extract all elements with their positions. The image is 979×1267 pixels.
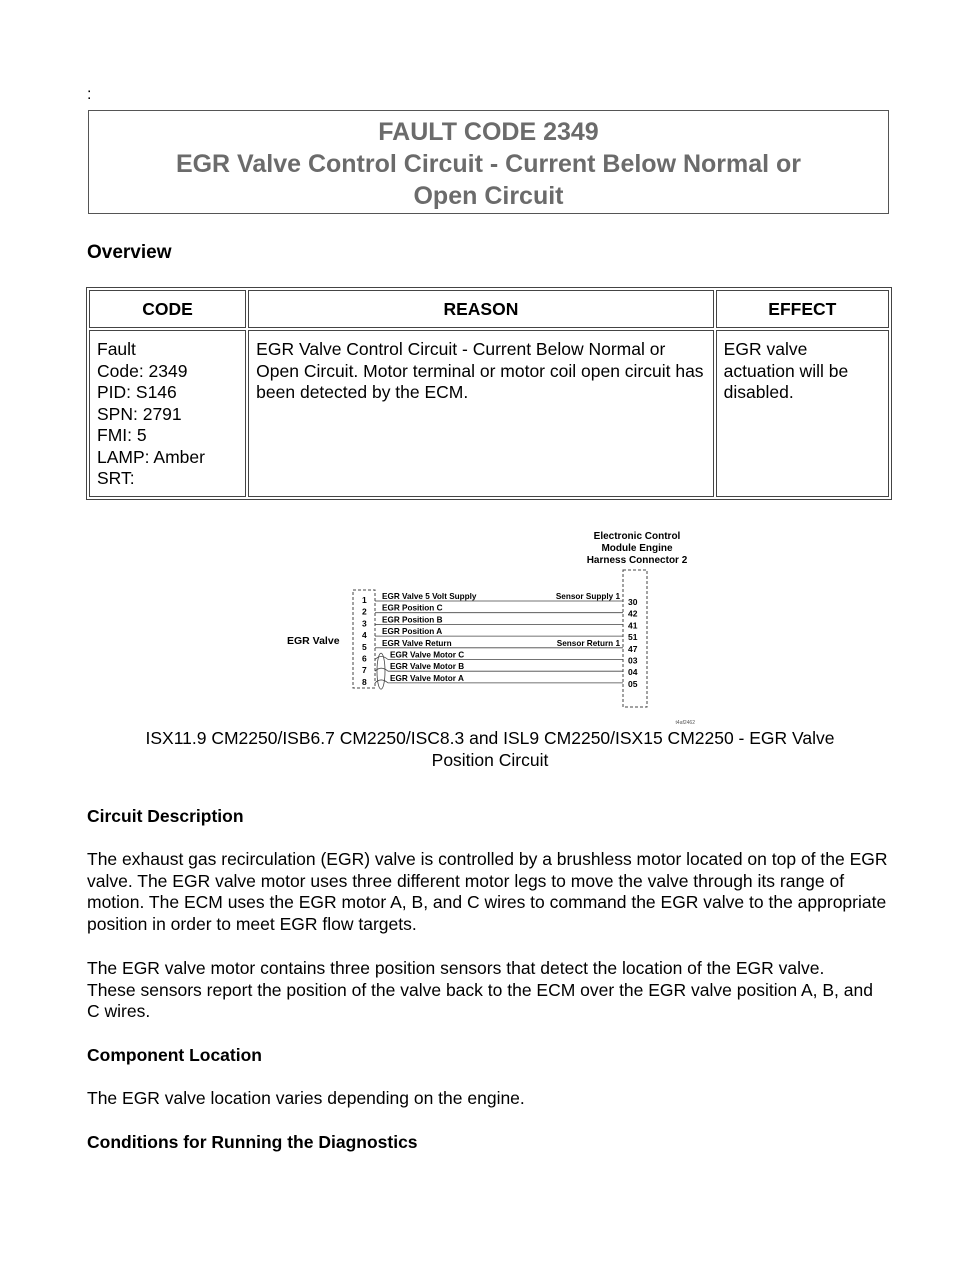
circuit-description-paragraph-2: The EGR valve motor contains three position sensors that detect the location of the EGR valve. These sensors report the position of the valve back to the ECM over the EGR valve position A, B, and C wires.: [87, 958, 873, 1021]
valve-pin-number: 7: [362, 665, 367, 676]
twisted-wire-segment: [375, 657, 388, 660]
component-location-text: The EGR valve location varies depending on the engine.: [87, 1088, 525, 1108]
wire-label: EGR Position B: [382, 615, 443, 625]
fault-description-line-2: Open Circuit: [413, 182, 564, 210]
ecm-label-line-2: Module Engine: [601, 543, 673, 554]
valve-pin-number: 8: [362, 676, 367, 687]
wire-label: EGR Valve Motor B: [390, 662, 465, 672]
wire-end-label: Sensor Supply 1: [555, 592, 620, 601]
wire-group: [362, 592, 638, 689]
figure-id: t4af2462: [675, 720, 695, 726]
valve-pin-number: 3: [362, 618, 367, 629]
valve-pin-number: 1: [362, 595, 367, 605]
fault-description-line-1: EGR Valve Control Circuit - Current Below Normal or: [175, 150, 802, 178]
ecm-pin-number: 41: [628, 620, 638, 631]
code-line: FMI: 5: [97, 425, 147, 445]
fault-overview-table: [86, 287, 892, 500]
code-line: LAMP: Amber: [97, 446, 205, 467]
ecm-pin-number: 04: [628, 667, 638, 678]
reason-cell: EGR Valve Control Circuit - Current Below Normal or Open Circuit. Motor terminal or motor coil open circuit has been detected by the ECM.: [248, 330, 714, 497]
valve-pin-number: 6: [362, 653, 367, 664]
overview-heading: Overview: [87, 242, 172, 263]
column-header-reason: REASON: [248, 290, 714, 328]
wire-label: EGR Valve Motor A: [390, 673, 464, 683]
ecm-label-line-3: Harness Connector 2: [586, 555, 688, 566]
table-row: [89, 330, 889, 497]
wire-label: EGR Position C: [382, 603, 443, 613]
page-marker: :: [87, 86, 92, 103]
circuit-description-heading: Circuit Description: [87, 806, 244, 826]
ecm-pin-number: 42: [628, 608, 638, 619]
circuit-description-paragraph-1: The exhaust gas recirculation (EGR) valve is controlled by a brushless motor located on top of the EGR valve. The EGR valve motor uses three different motor legs to move the valve through its range of motion. The ECM uses the EGR motor A, B, and C wires to command the EGR valve to the appropriate position in order to meet EGR flow targets.: [87, 849, 888, 934]
code-line: Code: 2349: [97, 360, 188, 381]
wire-label: EGR Valve Return: [382, 638, 452, 648]
ecm-pin-number: 30: [628, 597, 638, 607]
code-line: PID: S146: [97, 382, 177, 402]
twisted-bundle-marker: [377, 653, 385, 689]
ecm-pin-number: 05: [628, 678, 638, 689]
column-header-code: CODE: [89, 290, 246, 328]
code-cell: [89, 330, 246, 497]
valve-pin-number: 2: [362, 606, 367, 617]
column-header-effect: EFFECT: [716, 290, 889, 328]
code-line: Fault: [97, 339, 136, 359]
egr-valve-label: EGR Valve: [287, 635, 340, 647]
component-location-heading: Component Location: [87, 1045, 262, 1065]
wire-label: EGR Valve 5 Volt Supply: [382, 592, 477, 601]
wire-label: EGR Position A: [382, 627, 443, 637]
table-header-row: [89, 290, 889, 328]
twisted-wire-segment: [375, 680, 388, 683]
ecm-label-line-1: Electronic Control: [593, 531, 681, 542]
fault-code-title: FAULT CODE 2349: [378, 118, 599, 146]
effect-cell: EGR valve actuation will be disabled.: [716, 330, 889, 497]
valve-pin-number: 5: [362, 641, 367, 652]
ecm-pin-number: 47: [628, 643, 638, 654]
conditions-heading: Conditions for Running the Diagnostics: [87, 1132, 418, 1152]
ecm-pin-number: 51: [628, 632, 638, 643]
ecm-pin-number: 03: [628, 655, 638, 666]
code-line: SPN: 2791: [97, 403, 182, 424]
wiring-diagram: [280, 525, 710, 730]
fault-title-box: [88, 110, 889, 214]
wire-label: EGR Valve Motor C: [390, 650, 465, 660]
wire-end-label: Sensor Return 1: [556, 638, 620, 648]
figure-caption: ISX11.9 CM2250/ISB6.7 CM2250/ISC8.3 and ISL9 CM2250/ISX15 CM2250 - EGR Valve Position Circuit: [145, 728, 835, 770]
code-line: SRT:: [97, 468, 135, 488]
valve-pin-number: 4: [362, 630, 367, 641]
